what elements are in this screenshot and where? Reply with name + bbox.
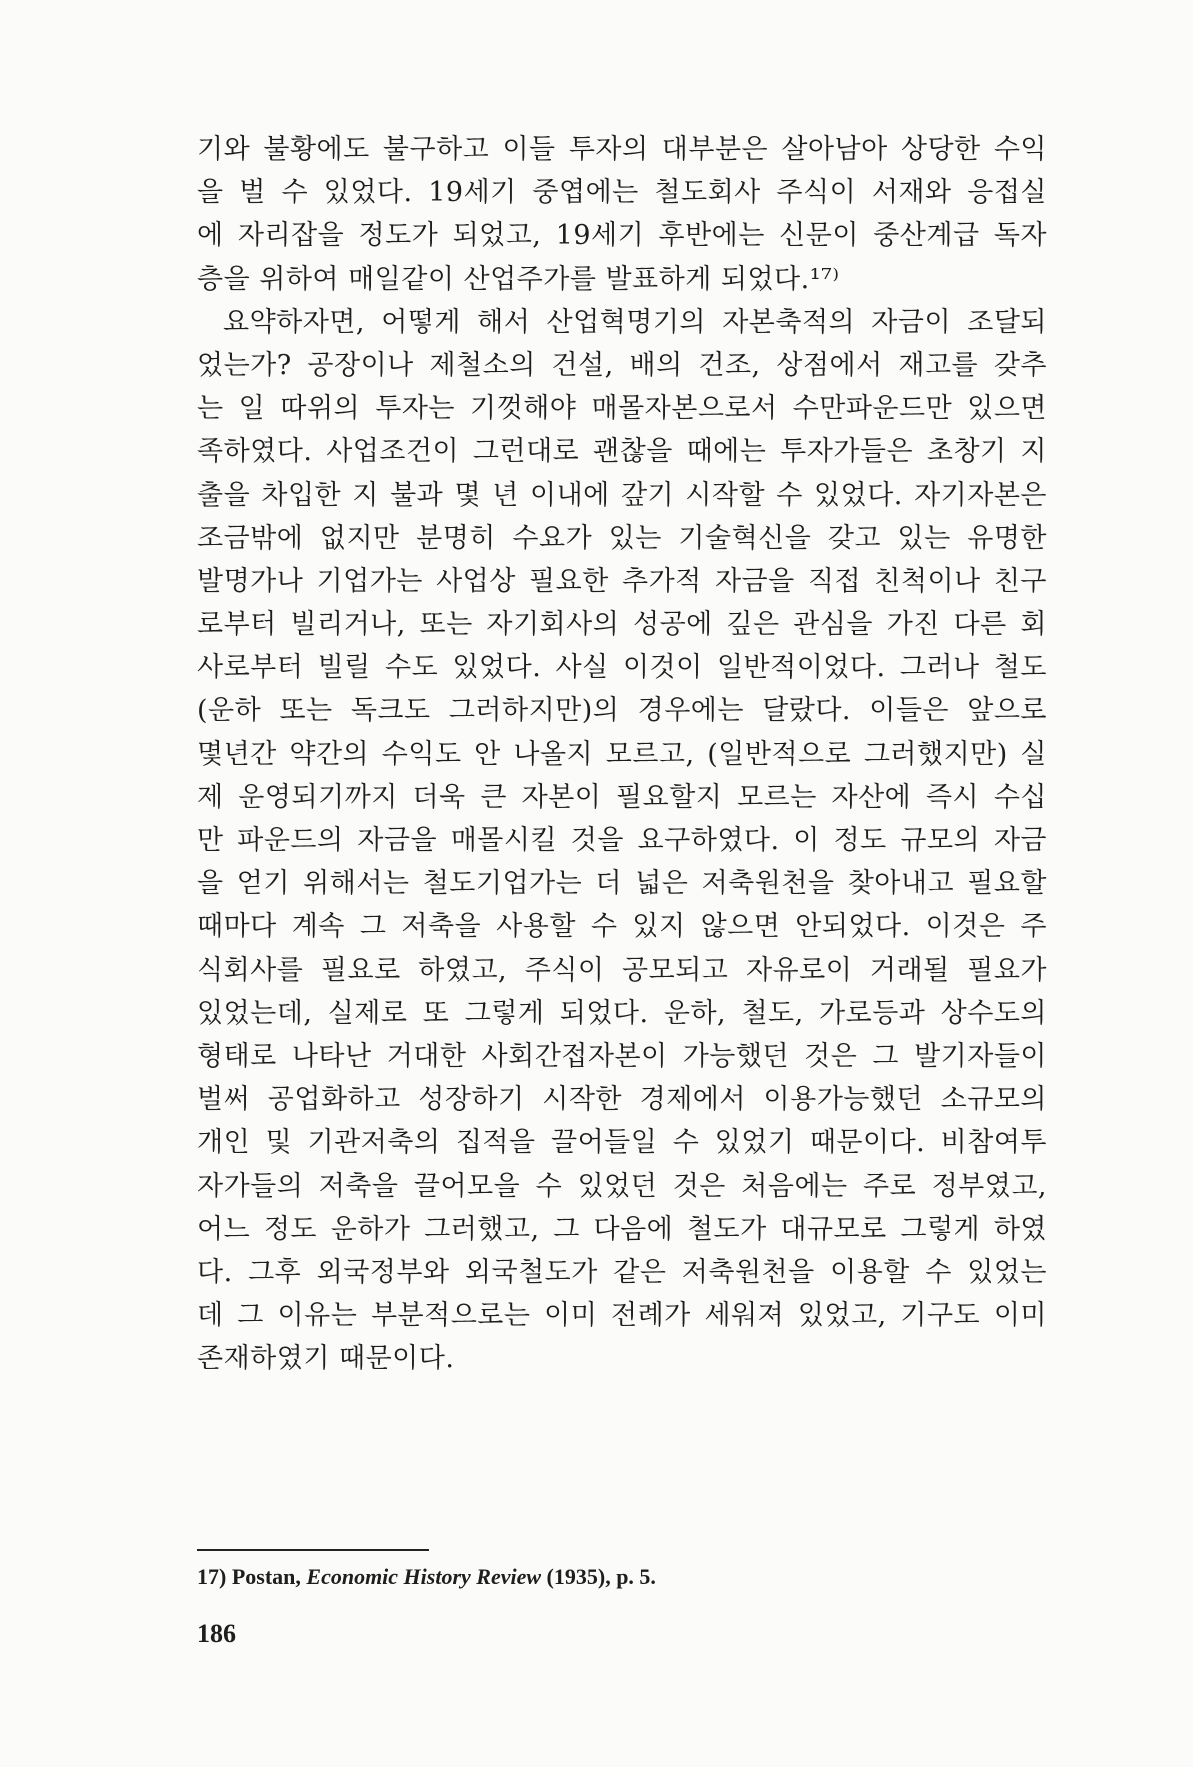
text-line: 제 운영되기까지 더욱 큰 자본이 필요할지 모르는 자산에 즉시 수십	[197, 781, 1047, 813]
text-line: 만 파운드의 자금을 매몰시킬 것을 요구하였다. 이 정도 규모의 자금	[197, 825, 1047, 856]
text-line: 어느 정도 운하가 그러했고, 그 다음에 철도가 대규모로 그렇게 하였	[197, 1213, 1047, 1245]
text-line: 출을 차입한 지 불과 몇 년 이내에 갚기 시작할 수 있었다. 자기자본은	[197, 479, 1047, 511]
body-text	[197, 128, 1047, 1380]
text-line: (운하 또는 독크도 그러하지만)의 경우에는 달랐다. 이들은 앞으로	[197, 695, 1047, 727]
footnote-source-title: Economic History Review	[306, 1564, 542, 1589]
text-line: 식회사를 필요로 하였고, 주식이 공모되고 자유로이 거래될 필요가	[197, 954, 1047, 986]
footnote-citation: (1935), p. 5.	[546, 1564, 656, 1589]
text-line: 몇년간 약간의 수익도 안 나올지 모르고, (일반적으로 그러했지만) 실	[197, 738, 1047, 770]
text-line: 개인 및 기관저축의 집적을 끌어들일 수 있었기 때문이다. 비참여투	[197, 1127, 1047, 1159]
footnote-marker: 17)	[197, 1564, 227, 1589]
text-line: 존재하였기 때문이다.	[197, 1343, 455, 1375]
text-line: 발명가나 기업가는 사업상 필요한 추가적 자금을 직접 친척이나 친구	[197, 565, 1047, 597]
text-line: 을 얻기 위해서는 철도기업가는 더 넓은 저축원천을 찾아내고 필요할	[197, 868, 1047, 900]
text-line: 있었는데, 실제로 또 그렇게 되었다. 운하, 철도, 가로등과 상수도의	[197, 997, 1047, 1029]
text-line: 로부터 빌리거나, 또는 자기회사의 성공에 깊은 관심을 가진 다른 회	[197, 609, 1047, 641]
text-line: 다. 그후 외국정부와 외국철도가 같은 저축원천을 이용할 수 있었는	[197, 1256, 1047, 1288]
text-line: 벌써 공업화하고 성장하기 시작한 경제에서 이용가능했던 소규모의	[197, 1084, 1047, 1116]
text-line: 을 벌 수 있었다. 19세기 중엽에는 철도회사 주식이 서재와 응접실	[197, 177, 1047, 209]
text-line: 데 그 이유는 부분적으로는 이미 전례가 세워져 있었고, 기구도 이미	[197, 1300, 1047, 1332]
text-line: 조금밖에 없지만 분명히 수요가 있는 기술혁신을 갖고 있는 유명한	[197, 522, 1047, 554]
text-line: 사로부터 빌릴 수도 있었다. 사실 이것이 일반적이었다. 그러나 철도	[197, 652, 1047, 684]
text-line: 었는가? 공장이나 제철소의 건설, 배의 건조, 상점에서 재고를 갖추	[197, 349, 1047, 381]
text-line: 는 일 따위의 투자는 기껏해야 매몰자본으로서 수만파운드만 있으면	[197, 393, 1047, 425]
text-line: 때마다 계속 그 저축을 사용할 수 있지 않으면 안되었다. 이것은 주	[197, 911, 1047, 943]
page-number: 186	[197, 1619, 236, 1648]
footnote	[197, 1560, 656, 1594]
text-line: 자가들의 저축을 끌어모을 수 있었던 것은 처음에는 주로 정부였고,	[197, 1170, 1047, 1202]
text-line: 에 자리잡을 정도가 되었고, 19세기 후반에는 신문이 중산계급 독자	[197, 220, 1047, 252]
text-line: 족하였다. 사업조건이 그런대로 괜찮을 때에는 투자가들은 초창기 지	[197, 436, 1047, 468]
text-line: 형태로 나타난 거대한 사회간접자본이 가능했던 것은 그 발기자들이	[197, 1040, 1047, 1072]
paragraph-first-line: 요약하자면, 어떻게 해서 산업혁명기의 자본축적의 자금이 조달되	[223, 306, 1047, 338]
footnote-author: Postan,	[231, 1564, 301, 1589]
footnote-divider	[197, 1549, 429, 1551]
text-line: 기와 불황에도 불구하고 이들 투자의 대부분은 살아남아 상당한 수익	[197, 134, 1047, 165]
text-line: 층을 위하여 매일같이 산업주가를 발표하게 되었다.¹⁷⁾	[197, 263, 840, 295]
